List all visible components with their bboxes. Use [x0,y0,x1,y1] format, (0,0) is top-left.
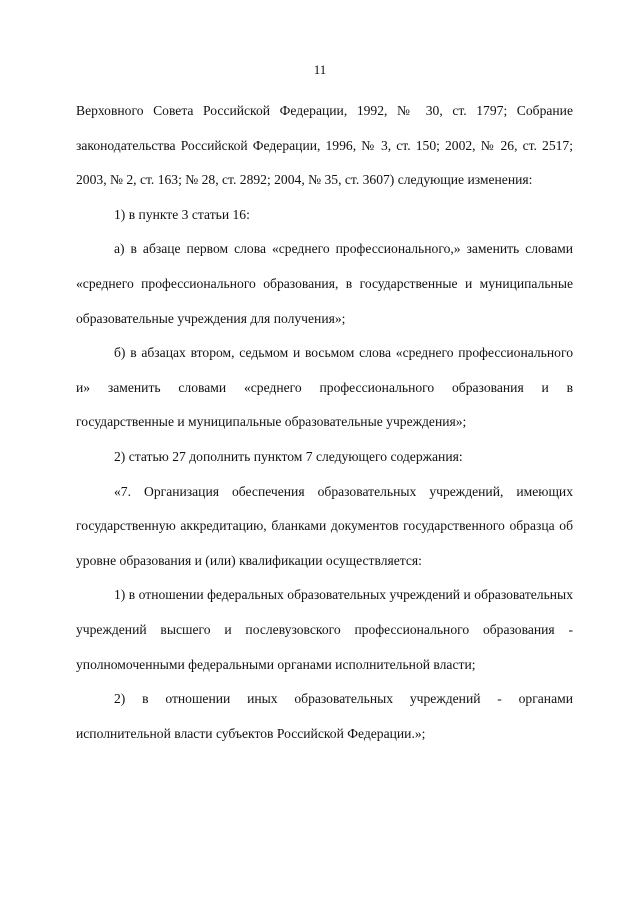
paragraph-subitem-a: а) в абзаце первом слова «среднего профессионального,» заменить словами «среднего профессионального образования, в государственные и муниципальные образовательные учреждения для получения»; [76,241,573,326]
page-number: 11 [313,62,327,77]
paragraph-clause-7-item-1: 1) в отношении федеральных образовательных учреждений и образовательных учреждений высшего и послевузовского профессионального образования - уполномоченными федеральными органами исполнительной власти; [76,587,573,672]
paragraph-item-2: 2) статью 27 дополнить пунктом 7 следующего содержания: [114,448,463,464]
paragraph-continuation: Верховного Совета Российской Федерации, 1992, № 30, ст. 1797; Собрание законодательства Российской Федерации, 1996, № 3, ст. 150; 2002, № 26, ст. 2517; 2003, № 2, ст. 163; № 28, ст. 2892; 2004, № 35, ст. 3607) следующие изменения: [76,103,573,188]
paragraph-item-1: 1) в пункте 3 статьи 16: [114,206,250,222]
paragraph-subitem-b: б) в абзацах втором, седьмом и восьмом слова «среднего профессионального и» заменить словами «среднего профессионального образования и в государственные и муниципальные образовательные учреждения»; [76,345,573,430]
paragraph-clause-7: «7. Организация обеспечения образовательных учреждений, имеющих государственную аккредитацию, бланками документов государственного образца об уровне образования и (или) квалификации осуществляется: [76,483,573,568]
document-body [76,94,573,751]
paragraph-clause-7-item-2: 2) в отношении иных образовательных учреждений - органами исполнительной власти субъектов Российской Федерации.»; [76,691,573,741]
